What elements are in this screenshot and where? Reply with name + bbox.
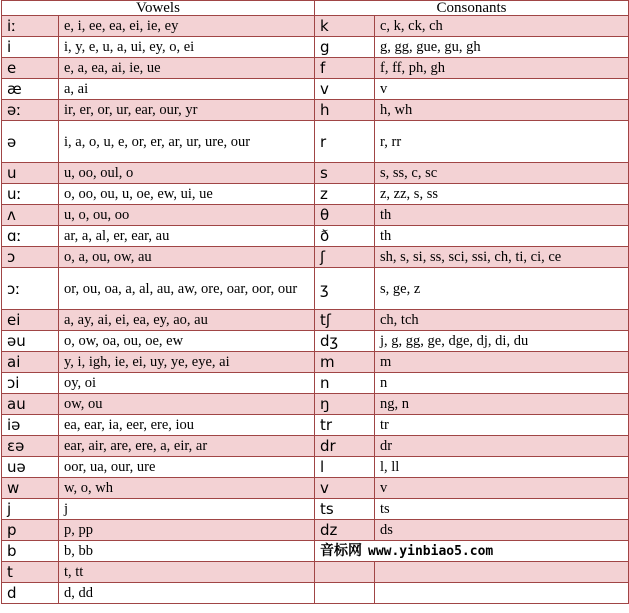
consonant-symbol: ʃ [315,247,375,268]
vowel-symbol: ʌ [2,205,59,226]
consonant-symbol: h [315,100,375,121]
table-row [2,436,629,457]
consonant-symbol: z [315,184,375,205]
vowel-symbol: ei [2,310,59,331]
table-row [2,58,629,79]
vowel-spellings: ar, a, al, er, ear, au [59,226,315,247]
vowel-spellings: i, a, o, u, e, or, er, ar, ur, ure, our [59,121,315,163]
vowel-symbol: iə [2,415,59,436]
table-row [2,373,629,394]
consonant-spellings: tr [375,415,629,436]
vowel-spellings: u, o, ou, oo [59,205,315,226]
consonant-symbol: v [315,478,375,499]
consonant-spellings: j, g, gg, ge, dge, dj, di, du [375,331,629,352]
consonant-symbol: v [315,79,375,100]
consonant-spellings: v [375,478,629,499]
table-row [2,457,629,478]
consonant-symbol: ts [315,499,375,520]
vowel-symbol: j [2,499,59,520]
vowel-spellings: o, ow, oa, ou, oe, ew [59,331,315,352]
vowel-symbol: æ [2,79,59,100]
table-row [2,37,629,58]
table-row [2,247,629,268]
consonant-symbol: dz [315,520,375,541]
vowel-symbol: ɔ [2,247,59,268]
consonant-symbol: tr [315,415,375,436]
table-row [2,184,629,205]
consonant-spellings: sh, s, si, ss, sci, ssi, ch, ti, ci, ce [375,247,629,268]
vowel-symbol: ai [2,352,59,373]
consonant-symbol: ʒ [315,268,375,310]
consonant-spellings: z, zz, s, ss [375,184,629,205]
consonant-symbol: g [315,37,375,58]
vowel-symbol: ɔi [2,373,59,394]
vowel-symbol: u [2,163,59,184]
consonant-spellings: ds [375,520,629,541]
vowel-symbol: iː [2,16,59,37]
vowel-spellings: u, oo, oul, o [59,163,315,184]
table-row [2,268,629,310]
table-row [2,100,629,121]
vowel-symbol: uː [2,184,59,205]
consonant-spellings: dr [375,436,629,457]
vowel-spellings: e, i, ee, ea, ei, ie, ey [59,16,315,37]
consonant-spellings: f, ff, ph, gh [375,58,629,79]
vowel-spellings: o, oo, ou, u, oe, ew, ui, ue [59,184,315,205]
vowels-header: Vowels [2,1,315,16]
consonant-spellings: m [375,352,629,373]
vowel-symbol: b [2,541,59,562]
vowel-spellings: e, a, ea, ai, ie, ue [59,58,315,79]
consonant-symbol: m [315,352,375,373]
header-row [2,1,629,16]
vowel-spellings: a, ay, ai, ei, ea, ey, ao, au [59,310,315,331]
vowel-symbol: ɔː [2,268,59,310]
table-row [2,16,629,37]
vowel-spellings: j [59,499,315,520]
vowel-spellings: ea, ear, ia, eer, ere, iou [59,415,315,436]
consonant-spellings [375,583,629,604]
vowel-spellings: b, bb [59,541,315,562]
consonant-symbol: dr [315,436,375,457]
table-row [2,352,629,373]
consonant-spellings: h, wh [375,100,629,121]
consonants-header: Consonants [315,1,629,16]
vowel-spellings: ear, air, are, ere, a, eir, ar [59,436,315,457]
vowel-symbol: i [2,37,59,58]
consonant-symbol: l [315,457,375,478]
vowel-spellings: a, ai [59,79,315,100]
vowel-symbol: t [2,562,59,583]
vowel-symbol: d [2,583,59,604]
consonant-symbol [315,562,375,583]
table-row [2,79,629,100]
table-row [2,205,629,226]
consonant-spellings: s, ss, c, sc [375,163,629,184]
table-row [2,520,629,541]
vowel-symbol: ə [2,121,59,163]
consonant-symbol: tʃ [315,310,375,331]
consonant-symbol: f [315,58,375,79]
vowel-symbol: ɑː [2,226,59,247]
consonant-spellings: s, ge, z [375,268,629,310]
vowel-spellings: ir, er, or, ur, ear, our, yr [59,100,315,121]
table-row [2,415,629,436]
consonant-spellings [375,562,629,583]
consonant-symbol: s [315,163,375,184]
table-row [2,331,629,352]
table-row [2,499,629,520]
vowel-symbol: uə [2,457,59,478]
vowel-spellings: t, tt [59,562,315,583]
vowel-spellings: w, o, wh [59,478,315,499]
table-row [2,478,629,499]
vowel-symbol: w [2,478,59,499]
vowel-symbol: ɛə [2,436,59,457]
consonant-spellings: g, gg, gue, gu, gh [375,37,629,58]
consonant-symbol: ŋ [315,394,375,415]
vowel-spellings: d, dd [59,583,315,604]
table-row [2,310,629,331]
consonant-spellings: v [375,79,629,100]
table-row [2,394,629,415]
vowel-spellings: o, a, ou, ow, au [59,247,315,268]
vowel-spellings: oy, oi [59,373,315,394]
watermark [315,541,629,562]
consonant-spellings: ch, tch [375,310,629,331]
watermark-chinese: 音标网 [320,542,362,559]
consonant-spellings: c, k, ck, ch [375,16,629,37]
consonant-spellings: l, ll [375,457,629,478]
vowel-spellings: y, i, igh, ie, ei, uy, ye, eye, ai [59,352,315,373]
consonant-symbol: n [315,373,375,394]
vowel-symbol: əu [2,331,59,352]
table-row [2,583,629,604]
consonant-spellings: th [375,205,629,226]
table-row [2,226,629,247]
phonetic-table [1,0,629,604]
vowel-spellings: or, ou, oa, a, al, au, aw, ore, oar, oor, our [59,268,315,310]
vowel-spellings: p, pp [59,520,315,541]
consonant-spellings: ng, n [375,394,629,415]
vowel-symbol: e [2,58,59,79]
table-row [2,541,629,562]
consonant-symbol: θ [315,205,375,226]
vowel-symbol: p [2,520,59,541]
vowel-spellings: oor, ua, our, ure [59,457,315,478]
consonant-symbol: k [315,16,375,37]
vowel-spellings: i, y, e, u, a, ui, ey, o, ei [59,37,315,58]
vowel-symbol: əː [2,100,59,121]
consonant-spellings: ts [375,499,629,520]
table-row [2,163,629,184]
consonant-symbol: r [315,121,375,163]
vowel-symbol: au [2,394,59,415]
vowel-spellings: ow, ou [59,394,315,415]
consonant-symbol: ð [315,226,375,247]
watermark-url: www.yinbiao5.com [368,543,494,559]
consonant-spellings: th [375,226,629,247]
table-row [2,121,629,163]
consonant-symbol [315,583,375,604]
consonant-spellings: n [375,373,629,394]
consonant-spellings: r, rr [375,121,629,163]
table-row [2,562,629,583]
consonant-symbol: dʒ [315,331,375,352]
